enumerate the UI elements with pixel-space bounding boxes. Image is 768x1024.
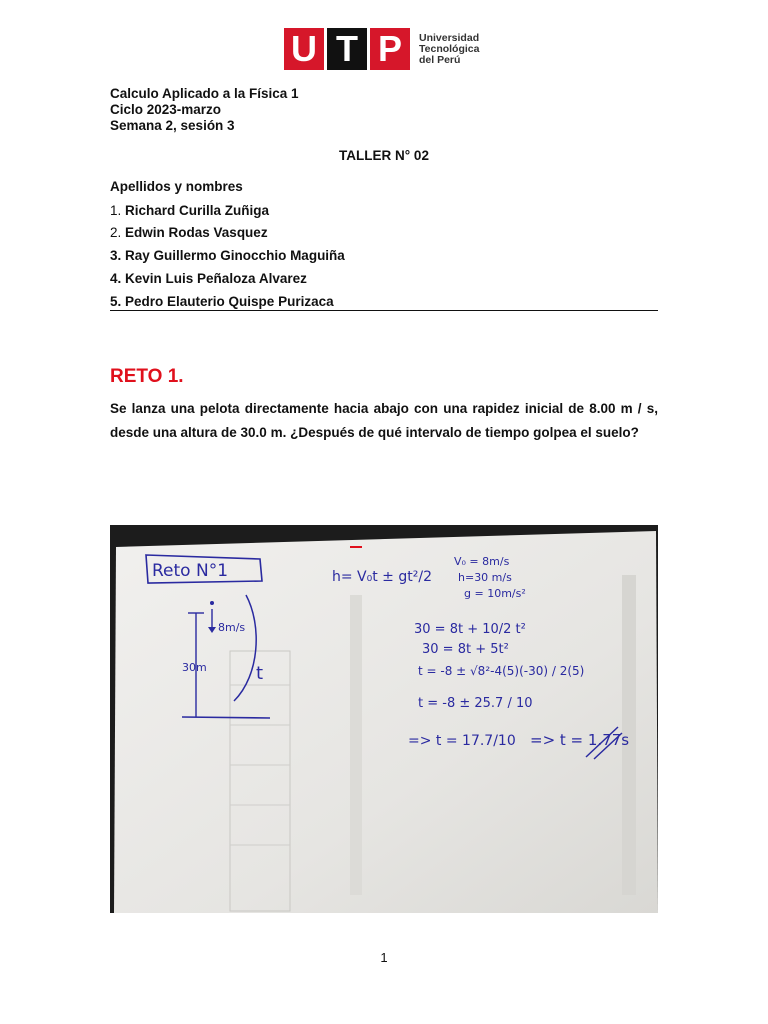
hw-given-h: h=30 m/s [458,571,512,584]
faint-strip [350,595,362,895]
logo-letter-p: P [370,28,410,70]
names-label: Apellidos y nombres [110,179,243,194]
student-name: Ray Guillermo Ginocchio Maguiña [125,248,345,263]
ground-line [182,717,270,718]
student-name: Kevin Luis Peñaloza Alvarez [125,271,307,286]
solution-sketch [110,525,658,913]
student-2 [110,225,268,240]
hw-step3: t = -8 ± √8²-4(5)(-30) / 2(5) [418,664,585,678]
hw-time-label: t [256,663,264,684]
hw-step2: 30 = 8t + 5t² [422,642,509,657]
student-number: 1. [110,203,122,218]
logo-letter-t: T [327,28,367,70]
hw-step1: 30 = 8t + 10/2 t² [414,622,526,637]
student-4 [110,271,307,286]
page-title: TALLER N° 02 [339,148,429,163]
utp-logo [284,27,479,71]
hw-given-v0: V₀ = 8m/s [454,555,510,568]
logo-name-line2: Tecnológica [419,42,480,55]
logo-name-line1: Universidad [419,31,480,44]
logo-name-line3: del Perú [419,53,461,66]
hw-result: => t = 1.77s [530,731,630,749]
hw-formula: h= V₀t ± gt²/2 [332,569,432,585]
course-name: Calculo Aplicado a la Física 1 [110,86,299,101]
hw-step5: => t = 17.7/10 [408,733,516,749]
student-number: 2. [110,225,122,240]
problem-statement: Se lanza una pelota directamente hacia abajo con una rapidez inicial de 8.00 m / s, desde una altura de 30.0 m. ¿Después de qué intervalo de tiempo golpea el suelo? [110,401,658,440]
hw-given-g: g = 10m/s² [464,587,526,600]
session: Semana 2, sesión 3 [110,118,235,133]
student-number: 5. [110,294,122,309]
student-name: Richard Curilla Zuñiga [125,203,270,218]
hw-height-label: 30m [182,661,207,674]
student-name: Pedro Elauterio Quispe Purizaca [125,294,334,309]
ball [210,601,214,605]
student-number: 4. [110,271,122,286]
hw-box-title: Reto N°1 [152,561,229,581]
cycle: Ciclo 2023-marzo [110,102,222,117]
logo-letter-u: U [284,28,324,70]
hw-speed-label: 8m/s [218,621,246,634]
student-name: Edwin Rodas Vasquez [125,225,268,240]
paper-sheet [114,531,658,913]
student-5 [110,294,334,309]
solution-photo [110,525,658,913]
student-1 [110,203,269,218]
hw-step4: t = -8 ± 25.7 / 10 [418,696,533,711]
page-number: 1 [380,950,388,965]
divider [110,310,658,311]
student-number: 3. [110,248,122,263]
logo-text [419,33,479,66]
student-3 [110,248,345,263]
reto-heading: RETO 1. [110,366,184,387]
